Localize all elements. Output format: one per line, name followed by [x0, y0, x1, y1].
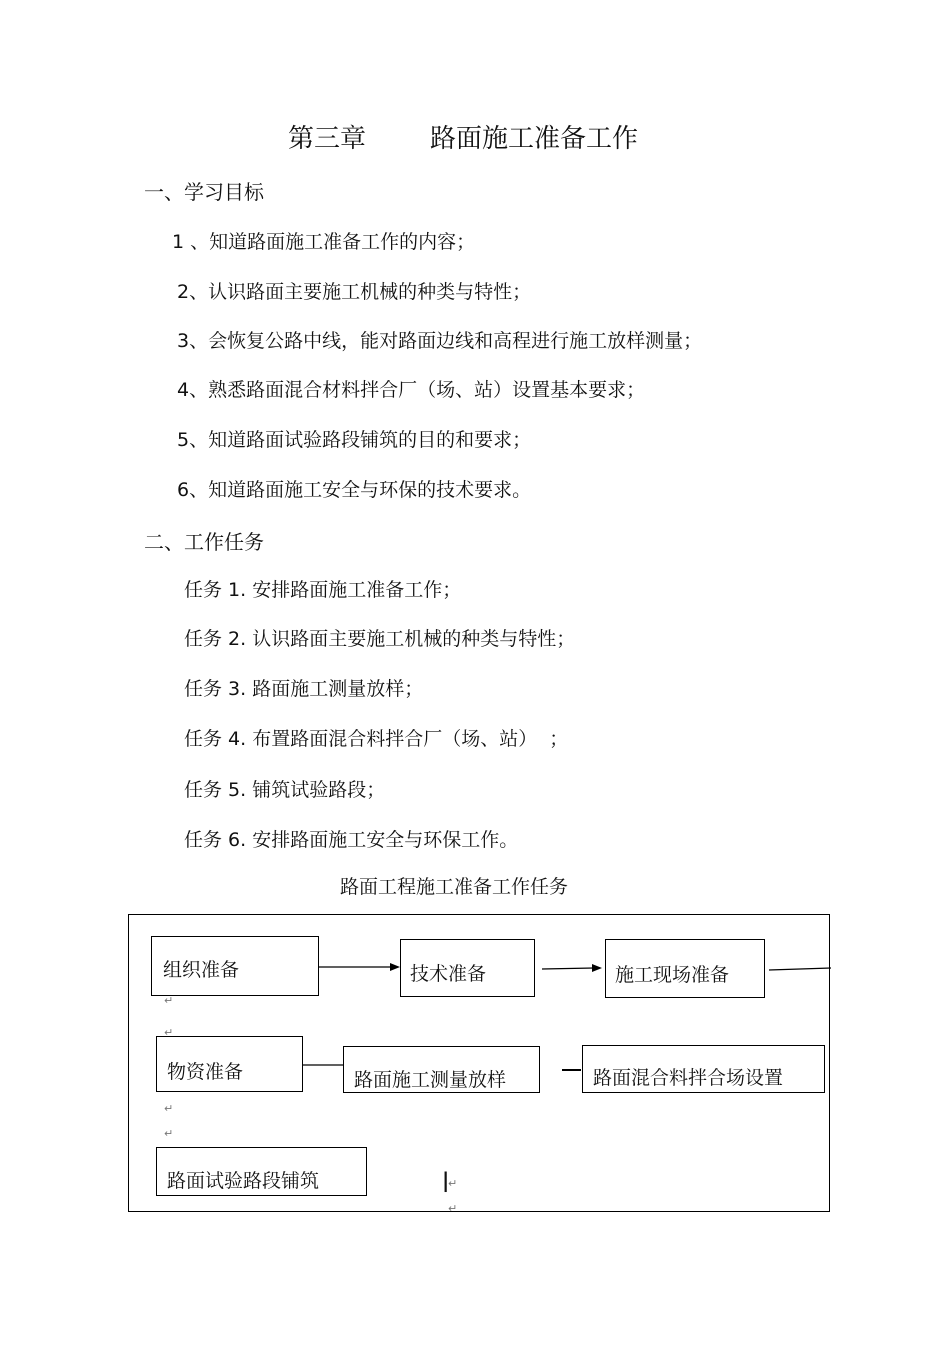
paragraph-mark: ↵ [164, 994, 174, 1007]
paragraph-mark: ↵ [448, 1177, 458, 1190]
objective-item: 3、会恢复公路中线，能对路面边线和高程进行施工放样测量； [177, 330, 703, 352]
node-mixing-plant [582, 1045, 825, 1093]
chapter-title [288, 126, 638, 152]
chapter-name: 路面施工准备工作 [430, 124, 639, 154]
arrow-tech-to-site [542, 968, 594, 969]
objective-item: 6、知道路面施工安全与环保的技术要求。 [177, 479, 532, 501]
paragraph-mark: ↵ [164, 1026, 174, 1039]
objective-item: 1 、知道路面施工准备工作的内容； [172, 231, 476, 253]
node-label: 路面施工测量放样 [354, 1069, 507, 1091]
node-materials-prep [156, 1036, 303, 1092]
node-label: 组织准备 [163, 959, 240, 981]
task-item: 任务 3. 路面施工测量放样； [184, 678, 424, 700]
node-label: 施工现场准备 [615, 964, 730, 986]
node-label: 技术准备 [410, 963, 487, 985]
task-item: 任务 6. 安排路面施工安全与环保工作。 [184, 829, 519, 851]
diagram-frame [128, 914, 830, 1215]
paragraph-mark: ↵ [448, 1202, 458, 1215]
task-item: 任务 5. 铺筑试验路段； [184, 779, 386, 801]
diagram-caption: 路面工程施工准备工作任务 [340, 876, 569, 898]
chapter-number: 第三章 [288, 124, 367, 154]
task-item: 任务 4. 布置路面混合料拌合厂（场、站） ； [184, 728, 569, 750]
arrowhead [592, 964, 602, 972]
task-item: 任务 2. 认识路面主要施工机械的种类与特性； [184, 628, 576, 650]
node-technical-prep [400, 939, 535, 997]
node-organization-prep [151, 936, 319, 996]
task-item: 任务 1. 安排路面施工准备工作； [184, 579, 462, 601]
paragraph-mark: ↵ [164, 1102, 174, 1115]
arrowhead [390, 963, 400, 971]
node-site-prep [605, 939, 765, 998]
objective-item: 5、知道路面试验路段铺筑的目的和要求； [177, 429, 532, 451]
section-heading-tasks: 二、工作任务 [144, 530, 264, 554]
paragraph-mark: ↵ [164, 1127, 174, 1140]
node-label: 路面试验路段铺筑 [167, 1170, 320, 1192]
node-label: 物资准备 [167, 1061, 244, 1083]
objective-item: 4、熟悉路面混合材料拌合厂（场、站）设置基本要求； [177, 379, 646, 401]
node-trial-section [156, 1147, 367, 1196]
node-survey-staking [343, 1046, 540, 1093]
node-label: 路面混合料拌合场设置 [593, 1067, 784, 1089]
text-cursor: | [442, 1168, 450, 1192]
objective-item: 2、认识路面主要施工机械的种类与特性； [177, 281, 532, 303]
line-site-continue [769, 968, 831, 970]
section-heading-objectives: 一、学习目标 [144, 180, 264, 204]
